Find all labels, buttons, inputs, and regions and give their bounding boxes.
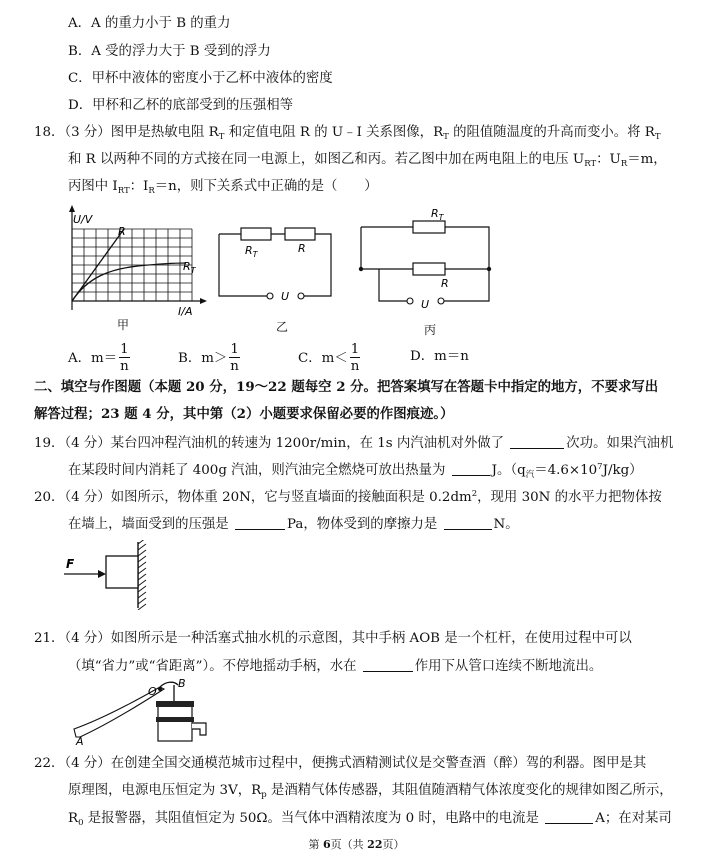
- answer-blank[interactable]: [545, 811, 593, 824]
- q19-text: 某台四冲程汽油机的转速为 1200r/min，在 1s 内汽油机对外做了: [110, 436, 509, 451]
- q20-text: N。: [493, 517, 519, 532]
- q21-text: （填“省力”或“省距离”）。不停地摇动手柄，水在: [68, 659, 361, 674]
- q18-text: 和定值电阻 R 的 U﹣I 关系图像，R: [224, 125, 444, 140]
- subscript: R: [148, 186, 155, 196]
- circuit-wire: [219, 234, 331, 296]
- label-u: U: [421, 298, 430, 311]
- q20-line-1: [34, 490, 662, 504]
- q19-text: ＝4.6×10: [534, 463, 598, 478]
- section-2-heading: 二、填空与作图题（本题 20 分，19～22 题每空 2 分。把答案填写在答题卡中指定的地方，不要求写出: [34, 379, 659, 395]
- label-rt: $R_T$: [245, 244, 258, 259]
- q20-figure: [60, 540, 160, 610]
- q21-line-2: [68, 659, 602, 673]
- q19-text: J。（q: [491, 463, 526, 478]
- q20-score: （4 分）: [64, 490, 111, 505]
- q18-option-c: [298, 343, 360, 374]
- curve-rt: [72, 263, 186, 301]
- subscript: T: [218, 132, 225, 142]
- junction-dot: [487, 267, 491, 271]
- pump-band: [156, 717, 194, 722]
- fraction-numerator: 1: [350, 342, 360, 357]
- section-2-heading-cont: 解答过程；23 题 4 分，其中第（2）小题要求保留必要的作图痕迹。）: [34, 406, 454, 422]
- superscript: 2: [471, 489, 478, 499]
- x-axis-arrow: [200, 298, 207, 304]
- q22-score: （4 分）: [64, 756, 111, 771]
- q22-text: R: [68, 811, 79, 826]
- answer-blank[interactable]: [444, 517, 492, 530]
- q20-text: ，现用 30N 的水平力把物体按: [477, 490, 662, 505]
- q18-graph-jia: [58, 203, 208, 328]
- q18-line-2: [68, 153, 667, 169]
- q22-text: 在创建全国交通模范城市过程中，便携式酒精测试仪是交警查酒（醉）驾的利器。图甲是其: [110, 756, 647, 771]
- graph-grid: [72, 229, 192, 301]
- q20-text: 在墙上，墙面受到的压强是: [68, 517, 233, 532]
- pivot-o: [158, 687, 162, 691]
- q18-text: 的阻值随温度的升高而变小。将 R: [448, 125, 655, 140]
- q20-text: Pa，物体受到的摩擦力是: [286, 517, 442, 532]
- label-u: U: [281, 290, 290, 300]
- q17-option-a: A．A 的重力小于 B 的重力: [68, 16, 231, 31]
- q18-text: 和 R 以两种不同的方式接在同一电源上，如图乙和丙。若乙图中加在两电阻上的电压 U: [68, 152, 585, 167]
- resistor-rt: [413, 221, 445, 233]
- q22-line-2: [68, 784, 673, 800]
- fraction-numerator: 1: [120, 342, 129, 357]
- terminal: [407, 298, 413, 304]
- q19-number: 19．: [34, 436, 65, 451]
- q20-number: 20．: [34, 490, 65, 505]
- junction-dot: [359, 267, 363, 271]
- option-text: A．m＝: [68, 350, 118, 366]
- q18-option-a: [68, 343, 130, 374]
- q22-text: A；在对某司: [595, 811, 672, 826]
- curve-label-rt: $R_T$: [183, 260, 196, 275]
- q22-text: 是报警器，其阻值恒定为 50Ω。当气体中酒精浓度为 0 时，电路中的电流是: [83, 811, 544, 826]
- q18-number: 18．: [34, 125, 65, 140]
- fig-caption-yi: 乙: [276, 320, 289, 334]
- answer-blank[interactable]: [452, 463, 490, 476]
- q19-score: （4 分）: [64, 436, 111, 451]
- q18-score: （3 分）: [64, 125, 111, 140]
- q20-line-2: [68, 517, 519, 531]
- q22-line-1: [34, 757, 646, 770]
- wall-hatching: [138, 540, 146, 610]
- axis-label-x: I/A: [178, 305, 193, 318]
- terminal: [438, 298, 444, 304]
- fraction: [229, 343, 240, 374]
- subscript: T: [654, 132, 661, 142]
- q18-option-d: D．m＝n: [410, 349, 469, 364]
- label-rt: $R_T$: [431, 207, 444, 222]
- y-axis-arrow: [69, 205, 75, 212]
- fig-caption-jia: 甲: [117, 318, 130, 332]
- q18-circuit-bing: [355, 205, 495, 315]
- q21-score: （4 分）: [64, 631, 111, 646]
- q21-number: 21．: [34, 631, 65, 646]
- curve-label-r: R: [118, 225, 126, 238]
- q22-number: 22．: [34, 756, 65, 771]
- resistor-r: [285, 228, 315, 240]
- q17-option-b: B．A 受的浮力大于 B 受到的浮力: [68, 44, 271, 59]
- fraction: [119, 343, 130, 374]
- q17-option-c: C．甲杯中液体的密度小于乙杯中液体的密度: [68, 71, 333, 86]
- q17-option-d: D．甲杯和乙杯的底部受到的压强相等: [68, 98, 293, 113]
- q21-text: 如图所示是一种活塞式抽水机的示意图，其中手柄 AOB 是一个杠杆，在使用过程中可以: [110, 631, 632, 646]
- q18-line-3: [68, 180, 378, 196]
- q19-line-2: [68, 463, 643, 480]
- resistor-rt: [241, 228, 271, 240]
- subscript: 0: [78, 818, 84, 828]
- label-a: A: [76, 735, 84, 745]
- q19-line-1: [34, 436, 673, 450]
- fraction-denominator: n: [120, 359, 129, 375]
- fraction-numerator: 1: [230, 342, 239, 357]
- page-footer: [0, 836, 713, 852]
- subscript: T: [443, 132, 449, 142]
- fig-caption-bing: 丙: [424, 323, 437, 337]
- fraction-denominator: n: [230, 359, 239, 375]
- q18-text: ＝n，则下关系式中正确的是（ ）: [154, 179, 378, 194]
- q21-pump-figure: [62, 675, 212, 745]
- q18-line-1: [34, 126, 661, 142]
- label-b: B: [178, 677, 186, 690]
- subscript: RT: [584, 159, 597, 169]
- q22-line-3: [68, 811, 672, 828]
- q18-text: 丙图中 I: [68, 179, 118, 194]
- q18-text: ：U: [596, 152, 621, 167]
- answer-blank[interactable]: [235, 517, 285, 530]
- page-number: 6: [323, 838, 331, 851]
- label-r: R: [441, 277, 449, 290]
- footer-text: 页（共: [330, 838, 368, 851]
- axis-label-y: U/V: [73, 213, 93, 226]
- subscript: R: [620, 159, 628, 169]
- q19-text: 次功。如果汽油机: [566, 436, 674, 451]
- fraction: [350, 343, 361, 374]
- option-text: C．m＜: [298, 350, 348, 366]
- fraction-denominator: n: [350, 359, 360, 375]
- label-r: R: [298, 242, 306, 255]
- page-total: 22: [367, 838, 383, 851]
- terminal: [267, 293, 273, 299]
- subscript: p: [261, 790, 267, 800]
- q21-text: 作用下从管口连续不断地流出。: [414, 659, 603, 674]
- q22-text: 是酒精气体传感器，其阻值随酒精气体浓度变化的规律如图乙所示，: [266, 783, 673, 798]
- q18-circuit-yi: [215, 218, 335, 300]
- force-label: F: [66, 557, 75, 571]
- q21-line-1: [34, 632, 632, 645]
- pump-band: [156, 701, 194, 707]
- footer-text: 第: [308, 838, 324, 851]
- q18-text: ＝m，: [627, 152, 667, 167]
- force-arrowhead: [98, 570, 106, 578]
- block: [106, 556, 138, 588]
- subscript: 汽: [525, 470, 535, 480]
- subscript: RT: [117, 186, 130, 196]
- label-o: O: [148, 685, 157, 698]
- q19-text: 在某段时间内消耗了 400g 汽油，则汽油完全燃烧可放出热量为: [68, 463, 450, 478]
- pump-lever: [160, 682, 178, 687]
- q22-text: 原理图，电源电压恒定为 3V，R: [68, 783, 262, 798]
- option-text: B．m＞: [178, 350, 228, 366]
- q18-text: 图甲是热敏电阻 R: [110, 125, 219, 140]
- q18-option-b: [178, 343, 240, 374]
- footer-text: 页）: [382, 838, 405, 851]
- terminal: [298, 293, 304, 299]
- answer-blank[interactable]: [510, 436, 564, 449]
- q18-text: ：I: [129, 179, 149, 194]
- q20-text: 如图所示，物体重 20N，它与竖直墙面的接触面积是 0.2dm: [110, 490, 472, 505]
- resistor-r: [413, 263, 445, 275]
- answer-blank[interactable]: [363, 659, 413, 672]
- q19-text: J/kg）: [602, 463, 643, 478]
- superscript: 7: [597, 462, 603, 472]
- pump-spout: [192, 723, 206, 735]
